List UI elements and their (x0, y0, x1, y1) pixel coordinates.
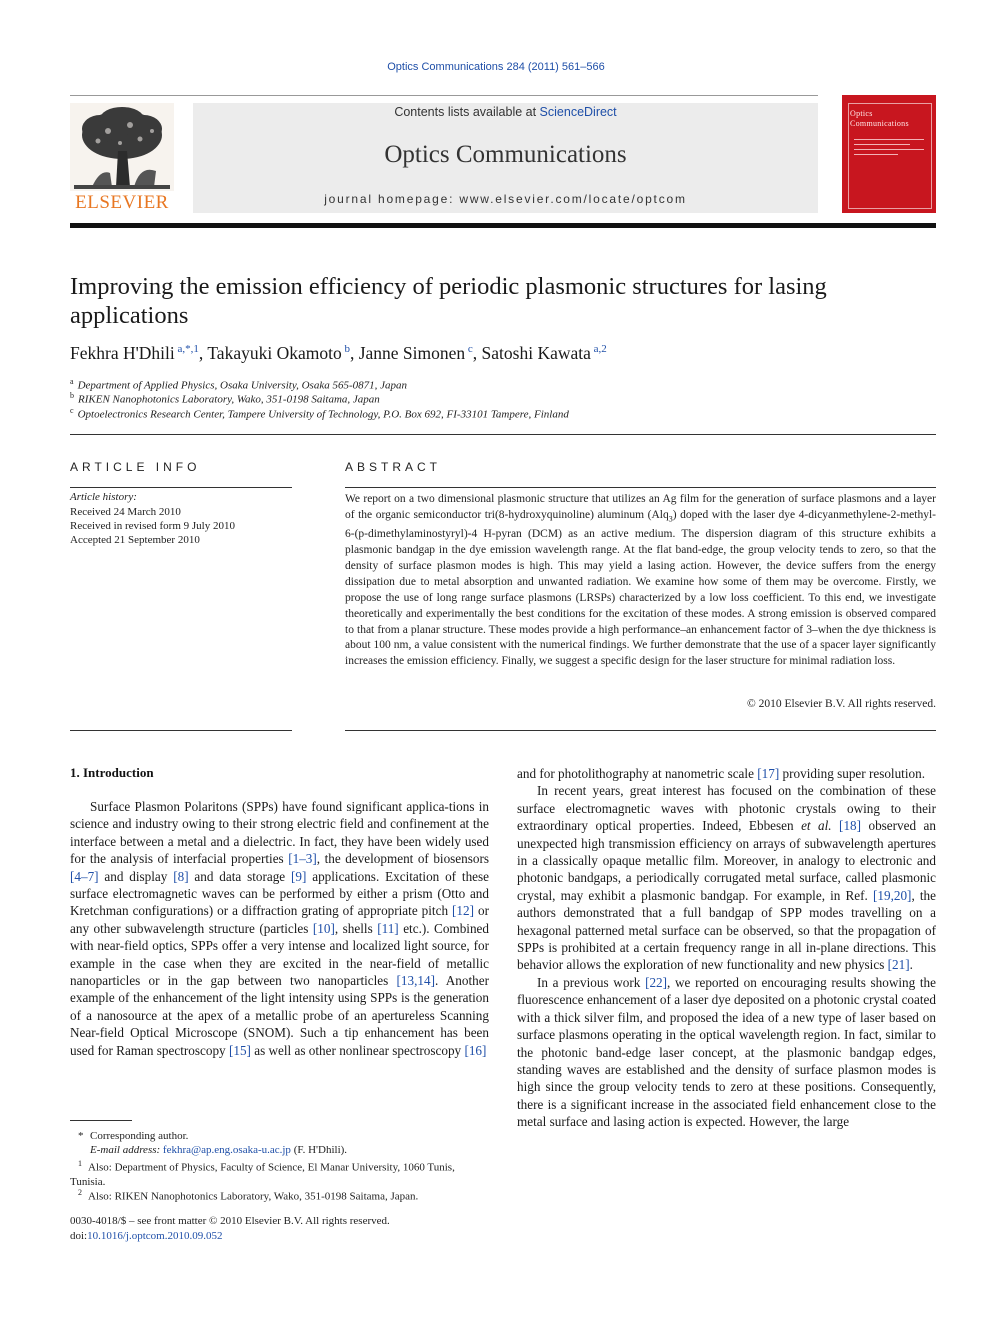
affiliation-rule (70, 434, 936, 435)
journal-citation[interactable]: Optics Communications 284 (2011) 561–566 (387, 61, 605, 73)
body-text: , we reported on encouraging results showing the fluorescence enhancement of a laser dye deposited on a photonic crystal coated with a thick silver film, and proposed the idea of a new type of laser based on surface plasmons operating in the optical wavelength region. In fact, similar to the photonic band-edge laser concept, at the plasmonic bandgap edges, standing waves are established and the density of surface plasmon modes is high since the group velocity tends to zero at these positions. Consequently, there is a significant increase in the associated field enhancement close to the metal surface and lasing action is expected. However, the large (517, 974, 936, 1130)
author-separator: , (198, 343, 208, 363)
body-column-right (517, 765, 936, 1131)
body-text: tions in science and industry owing to their strong electric field and confinement at the interface between a metal and a dielectric. In fact, they have been widely used for the analysis of interfacial properties (70, 799, 489, 867)
body-text: . Another example of the enhancement of the light intensity using SPPs is the generation of a nanosource at the apex of a metallic probe of an apertureless Scanning Near-field Optical Microscope (SNOM). Such a tip enhancement has been used for Raman spectroscopy (70, 973, 489, 1058)
author-email-link[interactable]: fekhra@ap.eng.osaka-u.ac.jp (162, 1144, 291, 1156)
reference-link[interactable]: [12] (452, 903, 475, 919)
author-separator: , (349, 343, 359, 363)
footnote-corresponding: * Corresponding author. (78, 1130, 189, 1142)
author-affiliation-mark[interactable]: a,2 (590, 343, 607, 356)
affiliation-a: $^a$ Department of Applied Physics, Osaka University, Osaka 565-0871, Japan (70, 377, 408, 392)
footnote-2: $^2$ Also: RIKEN Nanophotonics Laboratory, Wako, 351-0198 Saitama, Japan. (78, 1188, 419, 1203)
issn-line: 0030-4018/$ – see front matter © 2010 Elsevier B.V. All rights reserved. (70, 1215, 390, 1227)
received-date: Received 24 March 2010 (70, 506, 181, 518)
author-name: Janne Simonen (358, 343, 466, 363)
body-text: , the authors demonstrated that a full bandgap of SPP modes travelling on a hexagonal patterned metal surface can be observed, so that the propagation of SPPs is prohibited at a certain frequency range in all in-plane directions. This behavior allows the exploration of new functionality and new physics (517, 887, 936, 973)
reference-link[interactable]: [19,20] (872, 887, 912, 903)
cover-title-line2: Communications (850, 119, 909, 128)
abstract-heading: ABSTRACT (345, 460, 442, 474)
header-thick-rule (70, 223, 936, 228)
body-text: et al. (801, 818, 832, 834)
journal-homepage[interactable]: journal homepage: www.elsevier.com/locate/optcom (324, 192, 687, 206)
body-text: applications. Excitation of these surface electromagnetic waves can be performed by either a prism (Otto and Kretchman configurations) or a diffraction grating of appropriate pitch (70, 868, 489, 919)
body-text: Surface Plasmon Polaritons (SPPs) have found significant applica- (90, 799, 449, 814)
intro-paragraph-2 (517, 782, 936, 973)
affiliation-b: $^b$ RIKEN Nanophotonics Laboratory, Wako, 351-0198 Saitama, Japan (70, 391, 380, 406)
body-text: In recent years, great interest has focused on the combination of these surface electromagnetic waves with photonic crystals owing to their extraordinary optical properties. Indeed, Ebbesen (517, 783, 936, 834)
reference-link[interactable]: [10] (312, 920, 335, 936)
intro-paragraph-1 (70, 798, 489, 1059)
reference-link[interactable]: [18] (839, 818, 862, 834)
author-list (70, 343, 936, 364)
body-text: . (909, 957, 913, 973)
intro-paragraph-3 (517, 974, 936, 1131)
section-heading-introduction: 1. Introduction (70, 765, 154, 780)
doi-link[interactable]: 10.1016/j.optcom.2010.09.052 (87, 1229, 223, 1242)
cover-title-line1: Optics (850, 109, 873, 118)
body-column-left (70, 798, 489, 1059)
author-affiliation-mark[interactable]: a,*,1 (174, 343, 199, 356)
author-name: Satoshi Kawata (481, 343, 591, 363)
author-affiliation-mark[interactable]: b (341, 343, 350, 356)
cover-title (850, 109, 909, 129)
abstract-rule (345, 487, 936, 488)
contents-prefix: Contents lists available at (394, 105, 540, 119)
author-name: Takayuki Okamoto (207, 343, 342, 363)
reference-link[interactable]: [13,14] (396, 973, 435, 989)
reference-link[interactable]: [8] (173, 868, 189, 884)
intro-paragraph-continued (517, 765, 936, 782)
body-text (832, 818, 839, 833)
body-text: etc.). Combined with near-field optics, SPPs offer a very intense and localized light source, for example in the case when they are excited in the near-field of metallic nanoparticles or in the gap between two nanoparticles (70, 920, 489, 989)
body-text: , shells (334, 920, 378, 936)
article-info-rule (70, 487, 292, 488)
article-info-bottom-rule (70, 730, 292, 731)
doi-line: doi:10.1016/j.optcom.2010.09.052 (70, 1229, 223, 1242)
reference-link[interactable]: [4–7] (70, 868, 99, 884)
footnote-rule (70, 1120, 132, 1121)
body-text: , the development of biosensors (316, 851, 490, 867)
body-text: In a previous work (537, 974, 646, 990)
abstract-bottom-rule (345, 730, 936, 731)
article-title: Improving the emission efficiency of periodic plasmonic structures for lasing applications (70, 273, 827, 329)
journal-name: Optics Communications (384, 141, 627, 168)
author-name: Fekhra H'Dhili (70, 343, 175, 363)
revised-date: Received in revised form 9 July 2010 (70, 520, 235, 532)
body-text: and data storage (188, 868, 291, 884)
elsevier-logo (70, 103, 174, 213)
reference-link[interactable]: [1–3] (288, 851, 317, 867)
copyright-line: © 2010 Elsevier B.V. All rights reserved. (747, 698, 936, 710)
front-matter (70, 1214, 490, 1243)
author-separator: , (472, 343, 482, 363)
body-text: and for photolithography at nanometric scale (517, 766, 758, 781)
reference-link[interactable]: [21] (887, 957, 910, 973)
contents-line (193, 105, 818, 119)
reference-link[interactable]: [22] (645, 974, 668, 990)
body-text: and display (98, 868, 174, 884)
body-text: as well as other nonlinear spectroscopy (250, 1042, 465, 1058)
accepted-date: Accepted 21 September 2010 (70, 534, 200, 546)
history-label: Article history: (70, 491, 137, 503)
reference-link[interactable]: [9] (291, 868, 307, 884)
reference-link[interactable]: [17] (757, 766, 780, 781)
reference-link[interactable]: [15] (228, 1042, 251, 1058)
journal-cover (842, 95, 936, 213)
body-text: observed an unexpected high transmission efficiency on arrays of subwavelength apertures in a classically opaque metallic film. Moreover, in analogy to electronic and photonic bandgaps, a periodically corrugated metal surface, called plasmonic crystal, may exhibit a plasmonic bandgap. For example, in Ref. (517, 818, 936, 903)
article-info-heading: ARTICLE INFO (70, 460, 201, 474)
footnote-email: E-mail address: fekhra@ap.eng.osaka-u.ac.jp (F. H'Dhili). (90, 1144, 348, 1156)
body-text: providing super resolution. (779, 766, 925, 781)
reference-link[interactable]: [16] (464, 1042, 487, 1058)
body-text: or any other subwavelength structure (particles (70, 903, 489, 936)
header-top-rule (70, 95, 818, 96)
cover-decoration (854, 139, 924, 155)
reference-link[interactable]: [11] (377, 920, 399, 936)
sciencedirect-link[interactable]: ScienceDirect (539, 105, 617, 119)
affiliation-c: $^c$ Optoelectronics Research Center, Tampere University of Technology, P.O. Box 692, FI-33101 Tampere, Finland (70, 406, 569, 421)
elsevier-wordmark: ELSEVIER (75, 192, 169, 213)
footnote-1: $^1$ Also: Department of Physics, Faculty of Science, El Manar University, 1060 Tunis, Tunisia. (70, 1159, 455, 1188)
author-affiliation-mark[interactable]: c (465, 343, 473, 356)
abstract-text: We report on a two dimensional plasmonic structure that utilizes an Ag film for the generation of surface plasmons and a layer of the organic semiconductor tri(8-hydroxyquinoline) aluminum (Alq$_3$) doped with the laser dye 4-dicyanmethylene-2-methyl-6-(p-dimethylaminostyryl)-4 H-pyran (DCM) as an active medium. The dispersion diagram of this structure exhibits a plasmonic bandgap in the dye emission wavelength range. At the flat band-edge, the group velocity tends to zero, so that the density of surface plasmon modes is high. This may yield a lasing action. However, the device suffers from the energy dissipation due to metal absorption and unwanted radiation. We examine how some of them may be overcome. Firstly, we propose the use of long range surface plasmons (LRSPs) characterized by a low loss coefficient. To this end, we investigate theoretically and experimentally the best conditions for the excitation of these modes. A strong emission is observed compared to that from a planar structure. These modes provide a high performance–an enhancement factor of 3–when the dye thickness is about 100 nm, a value consistent with the numerical findings. We further demonstrate that the use of a spacer layer significantly increases the emission efficiency. Finally, we suggest a specific design for the laser structure for minimal radiation loss. (345, 493, 936, 668)
